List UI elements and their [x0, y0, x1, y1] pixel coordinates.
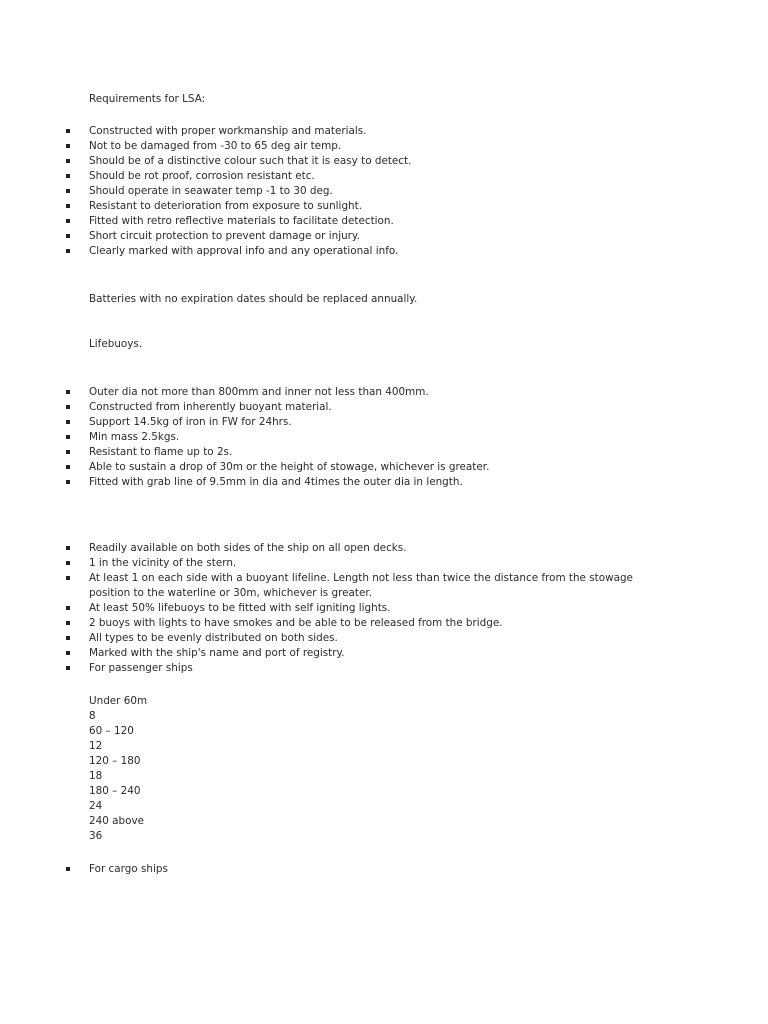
bullet-icon — [66, 159, 70, 163]
table-cell: 120 – 180 — [89, 755, 141, 767]
list-item — [66, 229, 666, 244]
lsa-requirements-list — [66, 124, 666, 259]
list-item-text: Able to sustain a drop of 30m or the height of stowage, whichever is greater. — [89, 461, 490, 473]
list-item-text: Resistant to flame up to 2s. — [89, 446, 233, 458]
table-cell: 24 — [89, 800, 103, 812]
list-item — [66, 199, 666, 214]
bullet-icon — [66, 129, 70, 133]
lifebuoys-heading: Lifebuoys. — [89, 338, 143, 350]
list-item-text: Fitted with retro reflective materials to facilitate detection. — [89, 215, 394, 227]
list-item — [66, 169, 666, 184]
list-item-text: Clearly marked with approval info and any operational info. — [89, 245, 399, 257]
bullet-icon — [66, 576, 70, 580]
list-item — [66, 445, 666, 460]
list-item — [66, 415, 666, 430]
bullet-icon — [66, 234, 70, 238]
bullet-icon — [66, 480, 70, 484]
list-item-text: 2 buoys with lights to have smokes and be able to be released from the bridge. — [89, 617, 503, 629]
list-item — [66, 646, 666, 661]
list-item-text: Short circuit protection to prevent damage or injury. — [89, 230, 360, 242]
bullet-icon — [66, 204, 70, 208]
list-item-text: Constructed with proper workmanship and materials. — [89, 125, 367, 137]
bullet-icon — [66, 546, 70, 550]
list-item-text: All types to be evenly distributed on both sides. — [89, 632, 338, 644]
bullet-icon — [66, 621, 70, 625]
list-item-text: Min mass 2.5kgs. — [89, 431, 180, 443]
list-item — [66, 631, 666, 646]
list-item — [66, 460, 666, 475]
bullet-icon — [66, 636, 70, 640]
list-item-text: Should operate in seawater temp -1 to 30 deg. — [89, 185, 333, 197]
lifebuoy-placement-list — [66, 541, 666, 676]
list-item-text: Resistant to deterioration from exposure to sunlight. — [89, 200, 362, 212]
batteries-note: Batteries with no expiration dates should be replaced annually. — [89, 293, 418, 305]
table-cell: 60 – 120 — [89, 725, 134, 737]
list-item — [66, 184, 666, 199]
bullet-icon — [66, 390, 70, 394]
bullet-icon — [66, 219, 70, 223]
list-item — [66, 154, 666, 169]
bullet-icon — [66, 651, 70, 655]
list-item-text: Not to be damaged from -30 to 65 deg air temp. — [89, 140, 342, 152]
list-item-text: At least 1 on each side with a buoyant lifeline. Length not less than twice the distance from the stowage position to the waterline or 30m, whichever is greater. — [89, 572, 633, 599]
table-cell: Under 60m — [89, 695, 148, 707]
bullet-icon — [66, 174, 70, 178]
list-item-text: For cargo ships — [89, 863, 168, 875]
list-item — [66, 661, 666, 676]
list-item-text: For passenger ships — [89, 662, 193, 674]
bullet-icon — [66, 144, 70, 148]
bullet-icon — [66, 465, 70, 469]
list-item — [66, 385, 666, 400]
lifebuoy-specs-list — [66, 385, 666, 490]
list-item-text: Marked with the ship's name and port of registry. — [89, 647, 345, 659]
table-cell: 240 above — [89, 815, 144, 827]
list-item — [66, 214, 666, 229]
list-item — [66, 139, 666, 154]
list-item-text: Outer dia not more than 800mm and inner not less than 400mm. — [89, 386, 429, 398]
bullet-icon — [66, 561, 70, 565]
list-item-text: Support 14.5kg of iron in FW for 24hrs. — [89, 416, 292, 428]
list-item — [66, 244, 666, 259]
bullet-icon — [66, 666, 70, 670]
list-item-text: 1 in the vicinity of the stern. — [89, 557, 237, 569]
list-item — [66, 400, 666, 415]
list-item-text: Constructed from inherently buoyant material. — [89, 401, 332, 413]
list-item — [66, 571, 666, 601]
list-item-text: Readily available on both sides of the ship on all open decks. — [89, 542, 407, 554]
bullet-icon — [66, 249, 70, 253]
list-item — [66, 430, 666, 445]
cargo-ships-list — [66, 862, 666, 877]
bullet-icon — [66, 189, 70, 193]
list-item — [66, 862, 666, 877]
list-item-text: Should be of a distinctive colour such that it is easy to detect. — [89, 155, 412, 167]
bullet-icon — [66, 405, 70, 409]
list-item-text: Should be rot proof, corrosion resistant etc. — [89, 170, 315, 182]
bullet-icon — [66, 606, 70, 610]
table-cell: 180 – 240 — [89, 785, 141, 797]
list-item — [66, 124, 666, 139]
passenger-ship-lifebuoy-table — [89, 694, 147, 844]
bullet-icon — [66, 867, 70, 871]
bullet-icon — [66, 420, 70, 424]
list-item — [66, 556, 666, 571]
table-cell: 36 — [89, 830, 103, 842]
list-item — [66, 541, 666, 556]
table-cell: 8 — [89, 710, 96, 722]
bullet-icon — [66, 435, 70, 439]
list-item — [66, 475, 666, 490]
list-item — [66, 616, 666, 631]
list-item-text: Fitted with grab line of 9.5mm in dia and 4times the outer dia in length. — [89, 476, 463, 488]
table-cell: 12 — [89, 740, 103, 752]
table-cell: 18 — [89, 770, 103, 782]
list-item-text: At least 50% lifebuoys to be fitted with self igniting lights. — [89, 602, 391, 614]
lsa-heading: Requirements for LSA: — [89, 93, 206, 105]
list-item — [66, 601, 666, 616]
bullet-icon — [66, 450, 70, 454]
